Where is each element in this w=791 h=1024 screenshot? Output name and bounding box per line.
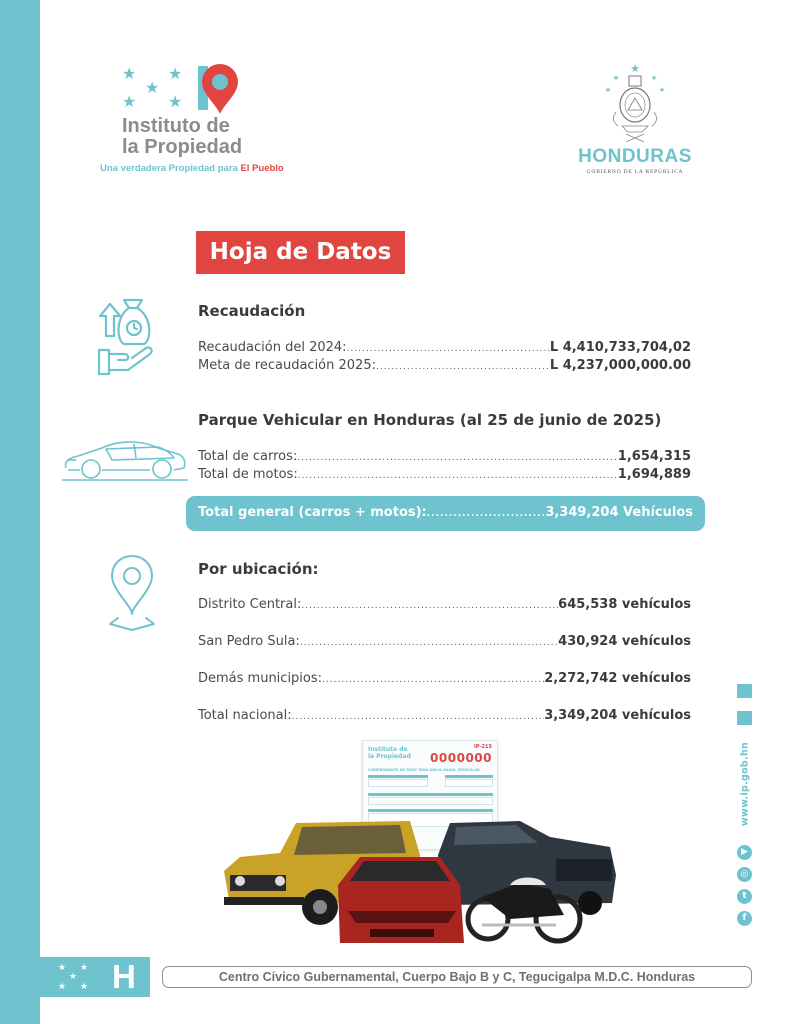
receipt-field: [445, 779, 493, 787]
website-text[interactable]: www.ip.gob.hn: [739, 741, 751, 827]
row-label: Meta de recaudación 2025:: [198, 358, 376, 373]
row-label: Recaudación del 2024:: [198, 340, 347, 355]
row-value: 1,694,889: [617, 467, 691, 482]
dot-leader: [376, 362, 550, 372]
left-teal-stripe: [0, 0, 40, 1024]
row-value: 1,654,315: [617, 449, 691, 464]
receipt-bar: [368, 793, 493, 796]
decorative-square: [737, 684, 752, 698]
recaudacion-heading: Recaudación: [198, 302, 306, 320]
total-general-banner: [186, 496, 705, 531]
svg-text:★: ★: [658, 86, 666, 94]
svg-text:★: ★: [604, 86, 612, 94]
receipt-bar: [445, 775, 493, 778]
institute-name-line1: Instituto de: [122, 115, 230, 137]
honduras-government-logo: [570, 60, 700, 180]
recaudacion-row: [198, 340, 691, 355]
location-pin-icon: [108, 554, 156, 632]
dot-leader: [292, 712, 545, 722]
receipt-subtitle: COMPROBANTE DE PAGO TASA ÚNICA ANUAL VEHICULAR: [368, 768, 480, 772]
tagline-highlight: El Pueblo: [240, 163, 284, 174]
footer-h-badge: [40, 957, 150, 997]
row-value: 3,349,204 vehículos: [544, 708, 691, 723]
row-value: 2,272,742 vehículos: [544, 671, 691, 686]
row-value: 430,924 vehículos: [558, 634, 691, 649]
ubicacion-row: [198, 671, 691, 686]
receipt-logo-line1: Instituto de: [368, 746, 408, 753]
youtube-icon[interactable]: ▶: [737, 845, 752, 860]
car-icon: [62, 438, 188, 482]
parque-vehicular-heading: Parque Vehicular en Honduras (al 25 de junio de 2025): [198, 411, 662, 429]
institute-name-line2: la Propiedad: [122, 136, 243, 158]
row-label: Demás municipios:: [198, 671, 323, 686]
parque-vehicular-row: [198, 467, 691, 482]
money-bag-hand-icon: [98, 296, 154, 380]
facebook-icon[interactable]: f: [737, 911, 752, 926]
row-label: Total de carros:: [198, 449, 298, 464]
stars-icon: ★ ★ ★ ★ ★: [122, 64, 183, 111]
tagline-prefix: Una verdadera Propiedad para: [100, 163, 241, 174]
dot-leader: [298, 471, 618, 481]
row-label: Total general (carros + motos):: [198, 505, 427, 520]
footer-address: Centro Cívico Gubernamental, Cuerpo Bajo B y C, Tegucigalpa M.D.C. Honduras: [162, 966, 752, 988]
svg-text:★: ★: [630, 62, 640, 75]
twitter-icon[interactable]: t: [737, 889, 752, 904]
instituto-propiedad-logo: [100, 58, 300, 178]
row-label: San Pedro Sula:: [198, 634, 300, 649]
stars-icon: ★ ★ ★ ★ ★: [58, 963, 89, 992]
dot-leader: [347, 344, 550, 354]
vehicles-image: [220, 815, 620, 950]
receipt-bar: [368, 809, 493, 812]
row-value: 3,349,204 Vehículos: [545, 505, 693, 520]
dot-leader: [300, 638, 558, 648]
row-value: 645,538 vehículos: [558, 597, 691, 612]
red-sedan-image: [338, 857, 464, 943]
ubicacion-row: [198, 708, 691, 723]
h-letter: H: [112, 958, 136, 995]
receipt-code: IP-215: [474, 744, 492, 750]
map-pin-p-icon: [198, 62, 242, 118]
recaudacion-row: [198, 358, 691, 373]
row-value: L 4,410,733,704,02: [549, 340, 691, 355]
parque-vehicular-row: [198, 449, 691, 464]
institute-name: [122, 116, 242, 158]
ubicacion-row: [198, 634, 691, 649]
row-label: Total nacional:: [198, 708, 292, 723]
honduras-title: HONDURAS: [578, 146, 692, 167]
dot-leader: [322, 675, 544, 685]
svg-text:★: ★: [612, 74, 620, 82]
ubicacion-row: [198, 597, 691, 612]
row-label: Total de motos:: [198, 467, 298, 482]
institute-tagline: [100, 163, 284, 174]
svg-text:★: ★: [650, 74, 658, 82]
receipt-logo-line2: la Propiedad: [368, 753, 411, 760]
row-value: L 4,237,000,000.00: [549, 358, 691, 373]
receipt-number: 0000000: [430, 751, 492, 765]
dot-leader: [301, 601, 558, 611]
row-label: Distrito Central:: [198, 597, 302, 612]
dot-leader: [427, 509, 546, 519]
total-general-row: [198, 505, 693, 520]
receipt-field: [368, 779, 428, 787]
receipt-field: [368, 797, 493, 805]
por-ubicacion-heading: Por ubicación:: [198, 560, 319, 578]
website-link[interactable]: [736, 742, 754, 826]
receipt-bar: [368, 775, 428, 778]
instagram-icon[interactable]: ◎: [737, 867, 752, 882]
government-subtitle: GOBIERNO DE LA REPÚBLICA: [586, 169, 684, 175]
decorative-square: [737, 711, 752, 725]
page-title: Hoja de Datos: [196, 231, 405, 274]
dot-leader: [297, 453, 618, 463]
receipt-logo: [368, 746, 411, 760]
coat-of-arms-icon: [598, 60, 672, 142]
